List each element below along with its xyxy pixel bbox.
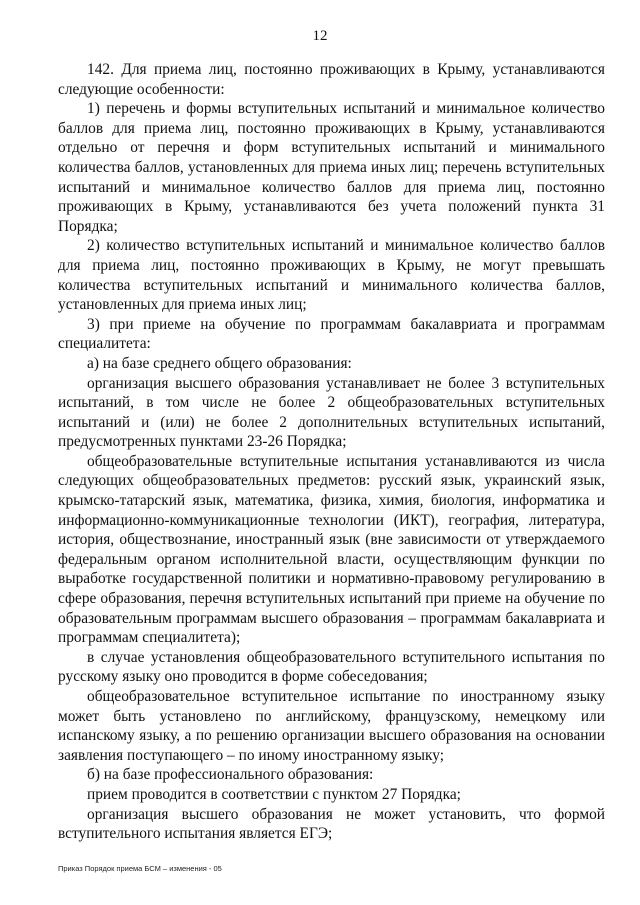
paragraph-142-intro: 142. Для приема лиц, постоянно проживающих в Крыму, устанавливаются следующие особенности:: [58, 61, 605, 98]
paragraph-test-count: организация высшего образования устанавливает не более 3 вступительных испытаний, в том числе не более 2 общеобразовательных вступительных испытаний и (или) не более 2 дополнительных вступительных испытаний, предусмотренных пунктами 23-26 Порядка;: [58, 374, 605, 451]
paragraph-russian-interview: в случае установления общеобразовательного вступительного испытания по русскому языку оно проводится в форме собеседования;: [58, 648, 605, 686]
paragraph-ege-note: организация высшего образования не может установить, что формой вступительного испытания является ЕГЭ;: [58, 805, 605, 843]
paragraph-item-3: 3) при приеме на обучение по программам бакалавриата и программам специалитета:: [58, 315, 605, 353]
document-footer: Приказ Порядок приема БСМ – изменения - 05: [58, 864, 222, 873]
paragraph-subitem-b: б) на базе профессионального образования:: [87, 766, 374, 784]
document-body: [58, 60, 605, 844]
paragraph-subject-list: общеобразовательные вступительные испытания устанавливаются из числа следующих общеобразовательных предметов: русский язык, украинский язык, крымско-татарский язык, математика, физика, химия, биология, информатика и информационно-коммуникационные технологии (ИКТ), география, литература, история, обществознание, иностранный язык (вне зависимости от утверждаемого федеральным органом исполнительной власти, осуществляющим функции по выработке государственной политики и нормативно-правовому регулированию в сфере образования, перечня вступительных испытаний при приеме на обучение по образовательным программам высшего образования – программам бакалавриата и программам специалитета);: [58, 452, 605, 647]
page-number: 12: [312, 28, 328, 44]
paragraph-item-27: прием проводится в соответствии с пунктом 27 Порядка;: [87, 785, 461, 803]
paragraph-item-1: 1) перечень и формы вступительных испытаний и минимальное количество баллов для приема лиц, постоянно проживающих в Крыму, устанавливаются отдельно от перечня и форм вступительных испытаний и минимального количества баллов, установленных для приема иных лиц; перечень вступительных испытаний и минимальное количество баллов для приема лиц, постоянно проживающих в Крыму, устанавливаются без учета положений пункта 31 Порядка;: [58, 100, 605, 235]
paragraph-item-2: 2) количество вступительных испытаний и минимальное количество баллов для приема лиц, постоянно проживающих в Крыму, не могут превышать количества вступительных испытаний и минимального количества баллов, установленных для приема иных лиц;: [58, 237, 605, 314]
paragraph-subitem-a: а) на базе среднего общего образования:: [87, 354, 352, 372]
paragraph-foreign-language: общеобразовательное вступительное испытание по иностранному языку может быть установлено по английскому, французскому, немецкому или испанскому языку, а по решению организации высшего образования на основании заявления поступающего – по иному иностранному языку;: [58, 688, 605, 764]
